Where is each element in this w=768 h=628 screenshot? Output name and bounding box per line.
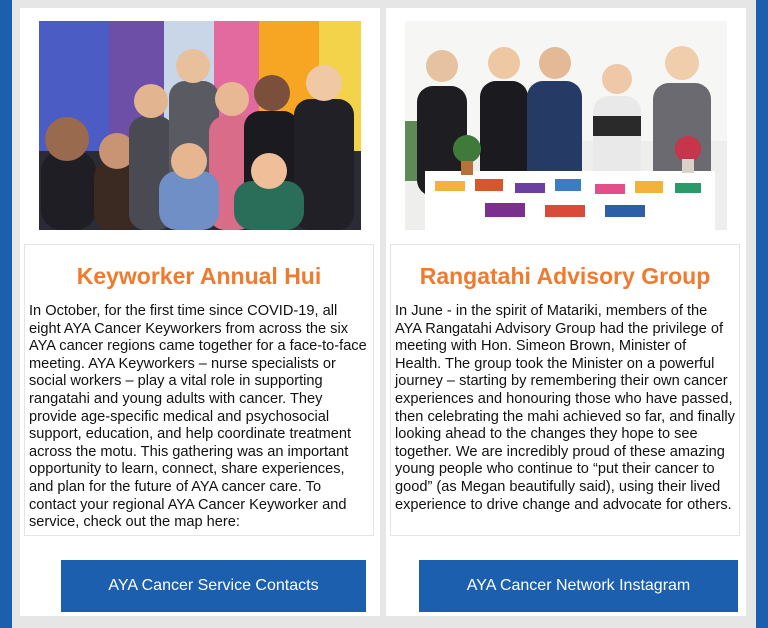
keyworker-group-photo xyxy=(39,21,361,230)
keyworker-hui-card xyxy=(20,8,380,616)
keyworker-heading: Keyworker Annual Hui xyxy=(76,263,322,289)
keyworker-text-box xyxy=(24,244,374,536)
newsletter-frame xyxy=(12,0,756,628)
rangatahi-heading: Rangatahi Advisory Group xyxy=(419,263,711,289)
rangatahi-group-photo xyxy=(405,21,727,230)
aya-cancer-network-instagram-button[interactable]: AYA Cancer Network Instagram xyxy=(419,560,738,612)
rangatahi-photo-illustration xyxy=(405,21,727,230)
rangatahi-text-box xyxy=(390,244,740,536)
keyworker-photo-illustration xyxy=(39,21,361,230)
keyworker-body-text: In October, for the first time since COVID-19, all eight AYA Cancer Keyworkers from across the six AYA cancer regions came together for a face-to-face meeting. AYA Keyworkers – nurse specialists or social workers – play a vital role in supporting rangatahi and young adults with cancer. They provide age-specific medical and psychosocial support, education, and help coordinate treatment across the motu. This gathering was an important opportunity to learn, connect, share experiences, and plan for the future of AYA cancer care. To contact your regional AYA Cancer Keyworker and service, check out the map here: xyxy=(29,303,367,531)
aya-cancer-service-contacts-button[interactable]: AYA Cancer Service Contacts xyxy=(61,560,366,612)
rangatahi-body-text: In June - in the spirit of Matariki, members of the AYA Rangatahi Advisory Group had the privilege of meeting with Hon. Simeon Brown, Minister of Health. The group took the Minister on a powerful journey – starting by remembering their own cancer experiences and honouring those who have passed, then celebrating the mahi achieved so far, and finally looking ahead to the changes they hope to see together. We are incredibly proud of these amazing young people who continue to “put their cancer to good” (as Megan beautifully said), using their lived experience to drive change and advocate for others. xyxy=(395,303,735,513)
rangatahi-advisory-card xyxy=(386,8,746,616)
